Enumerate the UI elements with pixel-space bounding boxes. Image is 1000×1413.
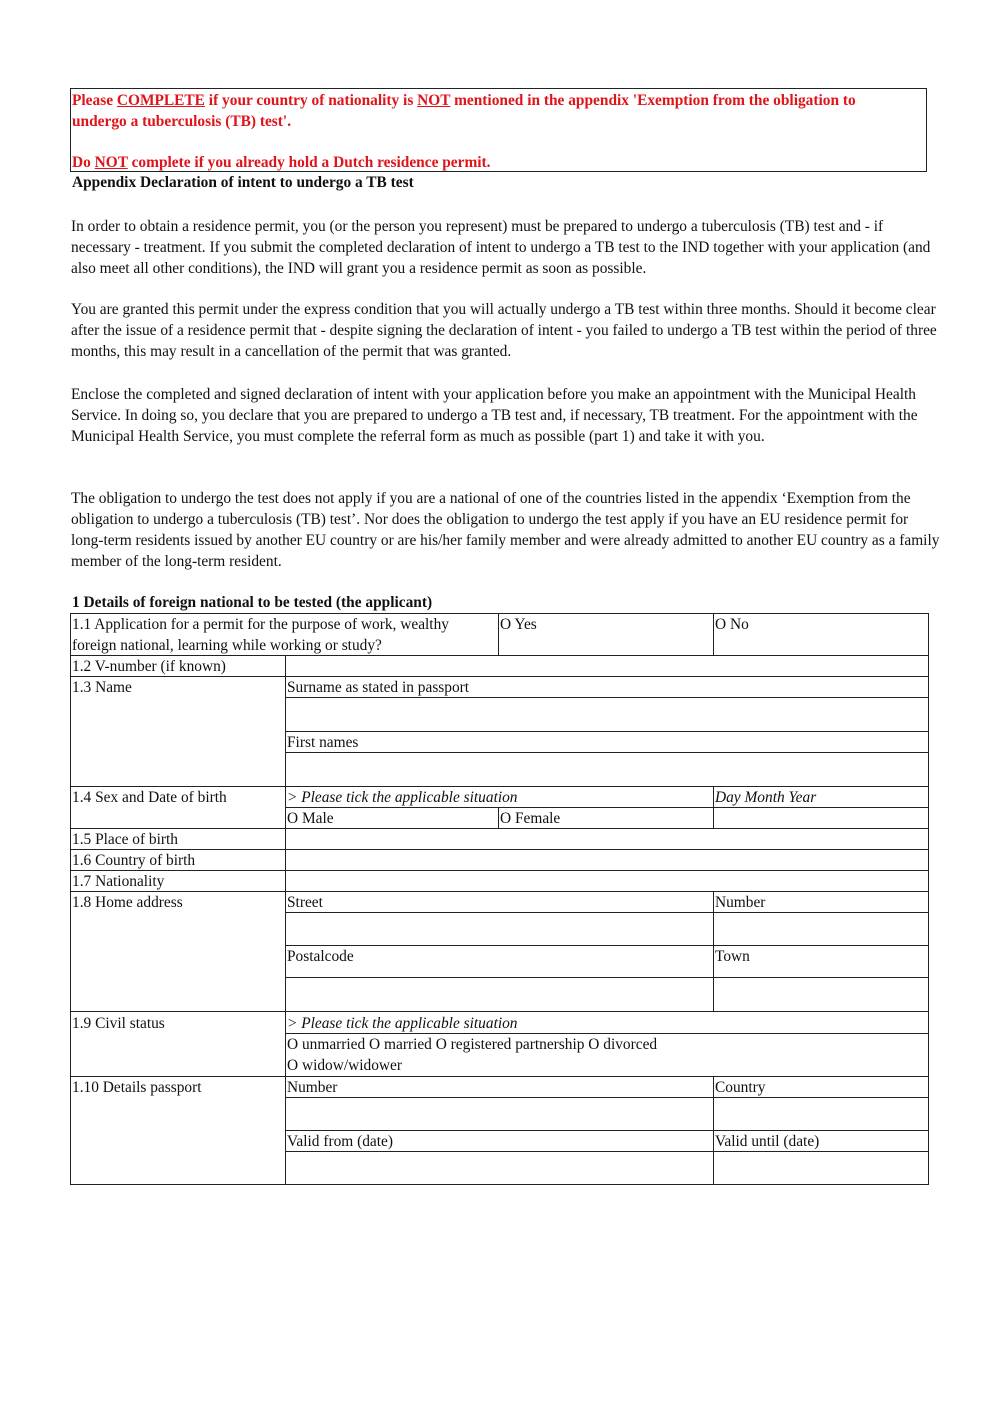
notice-text: mentioned in the appendix 'Exemption from the obligation to [450,92,856,109]
notice-text: Do [72,154,95,171]
notice-emphasis: NOT [94,154,128,171]
notice-text: complete if you already hold a Dutch residence permit. [127,154,491,171]
field-line [285,945,929,946]
valid-until-label: Valid until (date) [715,1133,820,1150]
field-line [285,731,929,732]
label-1-9: 1.9 Civil status [72,1015,165,1032]
label-1-8: 1.8 Home address [72,894,183,911]
postalcode-label: Postalcode [287,948,354,965]
notice-line-1 [72,90,856,111]
field-line [285,912,929,913]
notice-text: Please [72,92,117,109]
notice-box [70,88,927,172]
label-1-3: 1.3 Name [72,679,132,696]
row-line [70,1184,929,1185]
tick-instruction-civil: > Please tick the applicable situation [287,1015,518,1032]
field-line [285,1097,929,1098]
passport-country-label: Country [715,1079,766,1096]
street-label: Street [287,894,323,911]
row-line [70,870,929,871]
house-number-label: Number [715,894,766,911]
notice-emphasis: COMPLETE [116,92,205,109]
town-label: Town [715,948,750,965]
label-1-5: 1.5 Place of birth [72,831,178,848]
passport-number-label: Number [287,1079,338,1096]
label-1-6: 1.6 Country of birth [72,852,196,869]
civil-status-widow[interactable]: O widow/widower [287,1057,402,1074]
label-1-1-line2: foreign national, learning while working or study? [72,637,382,654]
row-line [70,891,929,892]
paragraph-enclose: Enclose the completed and signed declaration of intent with your application before you make an appointment with the Municipal Health Service. In doing so, you declare that you are prepared to undergo a TB test and, if necessary, TB treatment. For the appointment with the Municipal Health Service, you must complete the referral form as much as possible (part 1) and take it with you. [71,386,918,445]
notice-text: if your country of nationality is [204,92,418,109]
label-1-7: 1.7 Nationality [72,873,165,890]
tick-instruction: > Please tick the applicable situation [287,789,518,806]
notice-line-2: undergo a tuberculosis (TB) test'. [72,113,292,130]
paragraph-condition: You are granted this permit under the express condition that you will actually undergo a TB test within three months. Should it become clear after the issue of a residence permit that - despite signing the declaration of intent - you failed to undergo a TB test within the period of three months, this may result in a cancellation of the permit that was granted. [71,301,937,360]
paragraph-intro: In order to obtain a residence permit, you (or the person you represent) must be prepared to undergo a tuberculosis (TB) test and - if necessary - treatment. If you submit the completed declaration of intent to undergo a TB test to the IND together with your application (and also meet all other conditions), the IND will grant you a residence permit as soon as possible. [71,218,931,277]
paragraph-exemption: The obligation to undergo the test does not apply if you are a national of one of the countries listed in the appendix ‘Exemption from the obligation to undergo a tuberculosis (TB) test’. Nor does the obligation to undergo the test apply if you have an EU residence permit for long-term residents issued by another EU country or are his/her family member and were already admitted to another EU country as a family member of the long-term resident. [71,490,940,570]
surname-label: Surname as stated in passport [287,679,470,696]
field-line [285,752,929,753]
valid-from-label: Valid from (date) [287,1133,393,1150]
option-yes[interactable]: O Yes [500,616,537,633]
civil-status-options[interactable]: O unmarried O married O registered partnership O divorced [287,1036,658,1053]
label-1-10: 1.10 Details passport [72,1079,202,1096]
row-line [70,849,929,850]
option-male[interactable]: O Male [287,810,334,827]
form-border-right [928,613,929,1185]
option-female[interactable]: O Female [500,810,561,827]
notice-line-3 [72,152,491,173]
field-line [285,977,929,978]
label-1-1-line1: 1.1 Application for a permit for the purpose of work, wealthy [72,616,449,633]
option-no[interactable]: O No [715,616,749,633]
section-title: 1 Details of foreign national to be tested (the applicant) [72,594,433,611]
label-1-2: 1.2 V-number (if known) [72,658,226,675]
notice-emphasis: NOT [417,92,451,109]
dob-label: Day Month Year [715,789,817,806]
appendix-title: Appendix Declaration of intent to undergo a TB test [72,174,414,191]
first-names-label: First names [287,734,359,751]
label-1-4: 1.4 Sex and Date of birth [72,789,227,806]
